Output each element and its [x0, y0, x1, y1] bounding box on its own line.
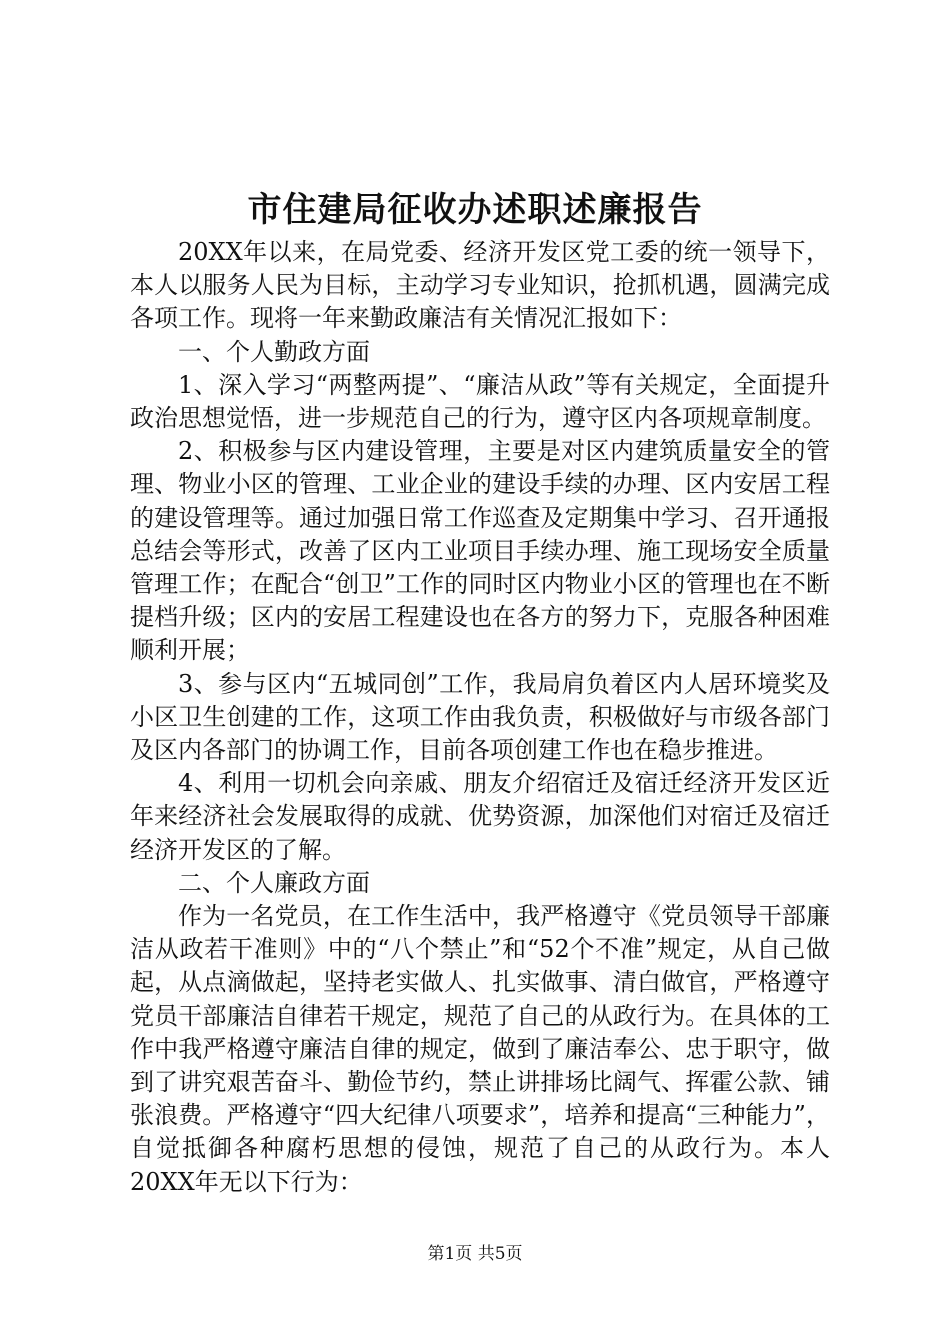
paragraph-item-1: 1、深入学习“两整两提”、“廉洁从政”等有关规定，全面提升政治思想觉悟，进一步规范自己的行为，遵守区内各项规章制度。 — [130, 370, 830, 433]
paragraph-item-2: 2、积极参与区内建设管理，主要是对区内建筑质量安全的管理、物业小区的管理、工业企业的建设手续的办理、区内安居工程的建设管理等。通过加强日常工作巡查及定期集中学习、召开通报总结会等形式，改善了区内工业项目手续办理、施工现场安全质量管理工作；在配合“创卫”工作的同时区内物业小区的管理也在不断提档升级；区内的安居工程建设也在各方的努力下，克服各种困难顺利开展； — [130, 437, 830, 665]
section-heading-diligence: 一、个人勤政方面 — [178, 337, 370, 366]
section-heading-integrity: 二、个人廉政方面 — [178, 868, 370, 897]
paragraph-item-4: 4、利用一切机会向亲戚、朋友介绍宿迁及宿迁经济开发区近年来经济社会发展取得的成就、优势资源，加深他们对宿迁及宿迁经济开发区的了解。 — [130, 769, 830, 864]
document-body — [130, 236, 830, 1199]
paragraph-intro: 20XX年以来，在局党委、经济开发区党工委的统一领导下，本人以服务人民为目标，主动学习专业知识，抢抓机遇，圆满完成各项工作。现将一年来勤政廉洁有关情况汇报如下： — [130, 238, 830, 333]
paragraph-item-3: 3、参与区内“五城同创”工作，我局肩负着区内人居环境奖及小区卫生创建的工作，这项工作由我负责，积极做好与市级各部门及区内各部门的协调工作，目前各项创建工作也在稳步推进。 — [130, 669, 830, 765]
document-title: 市住建局征收办述职述廉报告 — [247, 190, 703, 230]
paragraph-integrity: 作为一名党员，在工作生活中，我严格遵守《党员领导干部廉洁从政若干准则》中的“八个禁止”和“52个不准”规定，从自己做起，从点滴做起，坚持老实做人、扎实做事、清白做官，严格遵守党员干部廉洁自律若干规定，规范了自己的从政行为。在具体的工作中我严格遵守廉洁自律的规定，做到了廉洁奉公、忠于职守，做到了讲究艰苦奋斗、勤俭节约，禁止讲排场比阔气、挥霍公款、铺张浪费。严格遵守“四大纪律八项要求”，培养和提高“三种能力”，自觉抵御各种腐朽思想的侵蚀，规范了自己的从政行为。本人20XX年无以下行为： — [130, 902, 830, 1196]
page-footer: 第1页 共5页 — [427, 1244, 523, 1264]
